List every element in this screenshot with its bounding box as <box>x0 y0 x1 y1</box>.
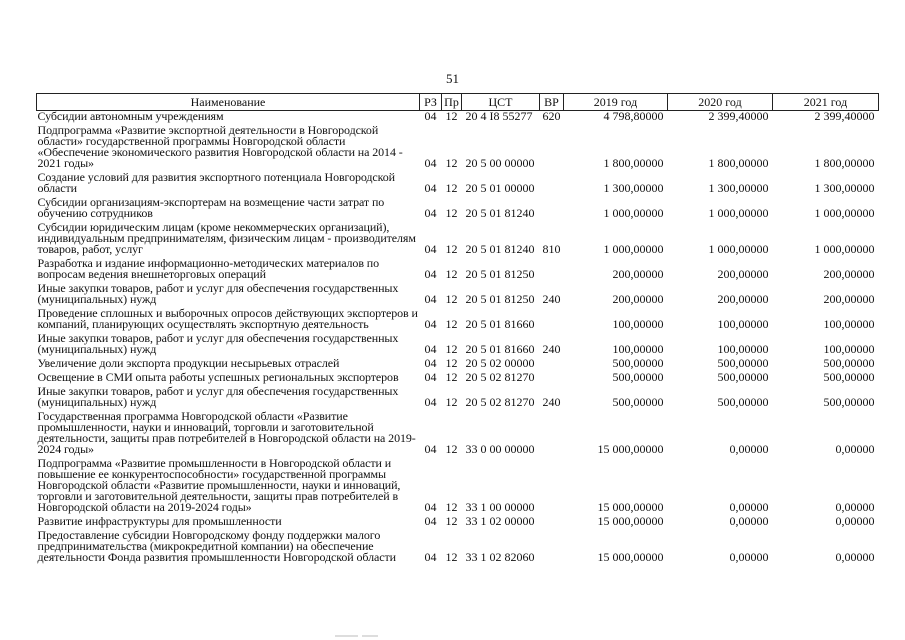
cell-rz: 04 <box>424 514 437 528</box>
header-name: Наименование <box>37 94 420 111</box>
cell-pr: 12 <box>445 370 458 384</box>
cell-cst: 20 5 00 00000 <box>465 156 535 170</box>
cell-pr: 12 <box>445 242 458 256</box>
cell-cst: 20 5 01 81250 <box>465 267 535 281</box>
cell-pr: 12 <box>445 156 458 170</box>
cell-name: Субсидии автономным учреждениям <box>37 109 224 123</box>
cell-y2019: 100,00000 <box>612 342 664 356</box>
header-cst: ЦСТ <box>462 94 540 111</box>
table-row <box>37 372 879 383</box>
cell-cst: 20 5 01 81660 <box>465 317 535 331</box>
cell-y2019: 1 300,00000 <box>603 181 664 195</box>
cell-name: Государственная программа Новгородской области «Развитие промышленности, науки и инноваций, торговли и заготовительной деятельности, защиты прав потребителей в Новгородской области на 2019-2024 годы» <box>37 409 416 456</box>
cell-name: Создание условий для развития экспортного потенциала Новгородской области <box>37 170 395 195</box>
table-row <box>37 458 879 513</box>
cell-y2021: 1 000,00000 <box>814 206 875 220</box>
cell-y2021: 1 000,00000 <box>814 242 875 256</box>
header-2020: 2020 год <box>668 94 773 111</box>
cell-y2020: 500,00000 <box>717 370 769 384</box>
cell-y2020: 100,00000 <box>717 317 769 331</box>
cell-y2020: 500,00000 <box>717 395 769 409</box>
cell-y2021: 500,00000 <box>823 356 875 370</box>
header-2019: 2019 год <box>564 94 668 111</box>
cell-name: Иные закупки товаров, работ и услуг для обеспечения государственных (муниципальных) нужд <box>37 384 399 409</box>
cell-name: Освещение в СМИ опыта работы успешных региональных экспортеров <box>37 370 399 384</box>
cell-vr: 240 <box>542 395 561 409</box>
cell-vr: 810 <box>542 242 561 256</box>
cell-pr: 12 <box>445 395 458 409</box>
cell-y2019: 1 800,00000 <box>603 156 664 170</box>
cell-y2020: 1 000,00000 <box>708 206 769 220</box>
cell-cst: 20 5 01 81240 <box>465 206 535 220</box>
cell-vr <box>540 258 564 280</box>
scan-artifacts <box>0 632 905 640</box>
cell-pr: 12 <box>445 514 458 528</box>
cell-y2020: 0,00000 <box>729 550 769 564</box>
cell-y2020: 200,00000 <box>717 292 769 306</box>
cell-y2019: 100,00000 <box>612 317 664 331</box>
cell-y2019: 15 000,00000 <box>597 514 664 528</box>
cell-pr: 12 <box>445 317 458 331</box>
table-body <box>37 111 879 564</box>
cell-cst: 20 5 02 81270 <box>465 370 535 384</box>
cell-vr <box>540 530 564 563</box>
cell-y2019: 500,00000 <box>612 356 664 370</box>
table-row <box>37 172 879 194</box>
cell-y2020: 0,00000 <box>729 500 769 514</box>
cell-y2020: 1 000,00000 <box>708 242 769 256</box>
cell-vr: 620 <box>542 109 561 123</box>
cell-y2021: 100,00000 <box>823 342 875 356</box>
cell-name: Иные закупки товаров, работ и услуг для обеспечения государственных (муниципальных) нужд <box>37 281 399 306</box>
cell-y2021: 100,00000 <box>823 317 875 331</box>
cell-y2020: 100,00000 <box>717 342 769 356</box>
cell-rz: 04 <box>424 109 437 123</box>
cell-rz: 04 <box>424 395 437 409</box>
cell-y2019: 4 798,80000 <box>603 109 664 123</box>
cell-vr <box>540 458 564 513</box>
cell-y2021: 1 300,00000 <box>814 181 875 195</box>
cell-y2021: 1 800,00000 <box>814 156 875 170</box>
table-row <box>37 125 879 169</box>
cell-y2020: 1 800,00000 <box>708 156 769 170</box>
table-row <box>37 411 879 455</box>
cell-vr <box>540 358 564 369</box>
cell-rz: 04 <box>424 370 437 384</box>
page-number: 51 <box>446 71 459 86</box>
cell-name: Предоставление субсидии Новгородскому фонду поддержки малого предпринимательства (микрокредитной компании) на обеспечение деятельности Фонда развития промышленности Новгородской области <box>37 528 396 564</box>
cell-y2021: 200,00000 <box>823 267 875 281</box>
cell-vr: 240 <box>542 292 561 306</box>
cell-pr: 12 <box>445 500 458 514</box>
table-header <box>37 94 879 111</box>
cell-name: Субсидии организациям-экспортерам на возмещение части затрат по обучению сотрудников <box>37 195 385 220</box>
cell-cst: 33 1 02 82060 <box>465 550 535 564</box>
cell-rz: 04 <box>424 442 437 456</box>
cell-pr: 12 <box>445 442 458 456</box>
header-rz: РЗ <box>420 94 442 111</box>
cell-rz: 04 <box>424 550 437 564</box>
table-row <box>37 222 879 255</box>
cell-rz: 04 <box>424 342 437 356</box>
cell-y2019: 15 000,00000 <box>597 442 664 456</box>
cell-vr <box>540 411 564 455</box>
cell-pr: 12 <box>445 550 458 564</box>
cell-cst: 20 5 01 81660 <box>465 342 535 356</box>
header-vr: ВР <box>540 94 564 111</box>
cell-vr <box>540 197 564 219</box>
cell-y2019: 500,00000 <box>612 395 664 409</box>
cell-rz: 04 <box>424 267 437 281</box>
table-row <box>37 258 879 280</box>
cell-rz: 04 <box>424 356 437 370</box>
cell-name: Субсидии юридическим лицам (кроме некоммерческих организаций), индивидуальным предпринимателям, физическим лицам - производителям товаров, работ, услуг <box>37 220 416 256</box>
cell-pr: 12 <box>445 181 458 195</box>
cell-cst: 33 0 00 00000 <box>465 442 535 456</box>
cell-name: Увеличение доли экспорта продукции несырьевых отраслей <box>37 356 340 370</box>
cell-y2020: 1 300,00000 <box>708 181 769 195</box>
table-row <box>37 111 879 123</box>
cell-cst: 33 1 00 00000 <box>465 500 535 514</box>
cell-vr <box>540 172 564 194</box>
cell-y2020: 0,00000 <box>729 442 769 456</box>
cell-y2021: 0,00000 <box>835 500 875 514</box>
cell-name: Развитие инфраструктуры для промышленности <box>37 514 282 528</box>
cell-vr <box>540 308 564 330</box>
cell-vr: 240 <box>542 342 561 356</box>
cell-name: Подпрограмма «Развитие промышленности в Новгородской области и повышение ее конкурентоспособности» государственной программы Новгородской области «Развитие промышленности, науки и инноваций, торговли и заготовительной деятельности, защиты прав потребителей в Новгородской области на 2019-2024 годы» <box>37 456 401 514</box>
cell-name: Проведение сплошных и выборочных опросов действующих экспортеров и компаний, планирующих осуществлять экспортную деятельность <box>37 306 418 331</box>
cell-rz: 04 <box>424 181 437 195</box>
cell-y2021: 200,00000 <box>823 292 875 306</box>
cell-pr: 12 <box>445 109 458 123</box>
cell-rz: 04 <box>424 500 437 514</box>
table-row <box>37 308 879 330</box>
cell-y2021: 500,00000 <box>823 395 875 409</box>
cell-y2019: 500,00000 <box>612 370 664 384</box>
cell-y2021: 0,00000 <box>835 550 875 564</box>
cell-y2019: 15 000,00000 <box>597 500 664 514</box>
cell-y2019: 200,00000 <box>612 292 664 306</box>
cell-y2021: 0,00000 <box>835 442 875 456</box>
cell-y2019: 15 000,00000 <box>597 550 664 564</box>
cell-rz: 04 <box>424 242 437 256</box>
table-row <box>37 516 879 527</box>
table-row <box>37 333 879 355</box>
cell-cst: 20 5 02 81270 <box>465 395 535 409</box>
cell-cst: 33 1 02 00000 <box>465 514 535 528</box>
cell-name: Разработка и издание информационно-методических материалов по вопросам ведения внешнеторговых операций <box>37 256 380 281</box>
header-2021: 2021 год <box>773 94 879 111</box>
cell-pr: 12 <box>445 356 458 370</box>
table-row <box>37 386 879 408</box>
cell-pr: 12 <box>445 292 458 306</box>
cell-name: Подпрограмма «Развитие экспортной деятельности в Новгородской области» государственной программы Новгородской области «Обеспечение экономического развития Новгородской области на 2014 - 2021 годы» <box>37 123 403 170</box>
budget-table <box>36 93 879 563</box>
cell-vr <box>540 516 564 527</box>
cell-y2020: 2 399,40000 <box>708 109 769 123</box>
cell-y2021: 0,00000 <box>835 514 875 528</box>
cell-cst: 20 5 01 81250 <box>465 292 535 306</box>
cell-vr <box>540 125 564 169</box>
table-row <box>37 530 879 563</box>
cell-name: Иные закупки товаров, работ и услуг для обеспечения государственных (муниципальных) нужд <box>37 331 399 356</box>
cell-y2020: 500,00000 <box>717 356 769 370</box>
cell-rz: 04 <box>424 156 437 170</box>
cell-y2019: 1 000,00000 <box>603 206 664 220</box>
cell-pr: 12 <box>445 342 458 356</box>
table-row <box>37 358 879 369</box>
cell-y2021: 500,00000 <box>823 370 875 384</box>
cell-cst: 20 4 I8 55277 <box>465 109 533 123</box>
cell-pr: 12 <box>445 267 458 281</box>
cell-y2019: 200,00000 <box>612 267 664 281</box>
cell-rz: 04 <box>424 206 437 220</box>
cell-y2021: 2 399,40000 <box>814 109 875 123</box>
table-row <box>37 283 879 305</box>
cell-cst: 20 5 01 00000 <box>465 181 535 195</box>
cell-vr <box>540 372 564 383</box>
cell-y2020: 0,00000 <box>729 514 769 528</box>
cell-cst: 20 5 02 00000 <box>465 356 535 370</box>
cell-y2019: 1 000,00000 <box>603 242 664 256</box>
cell-y2020: 200,00000 <box>717 267 769 281</box>
cell-rz: 04 <box>424 317 437 331</box>
cell-rz: 04 <box>424 292 437 306</box>
table-row <box>37 197 879 219</box>
cell-cst: 20 5 01 81240 <box>465 242 535 256</box>
header-pr: Пр <box>442 94 462 111</box>
cell-pr: 12 <box>445 206 458 220</box>
